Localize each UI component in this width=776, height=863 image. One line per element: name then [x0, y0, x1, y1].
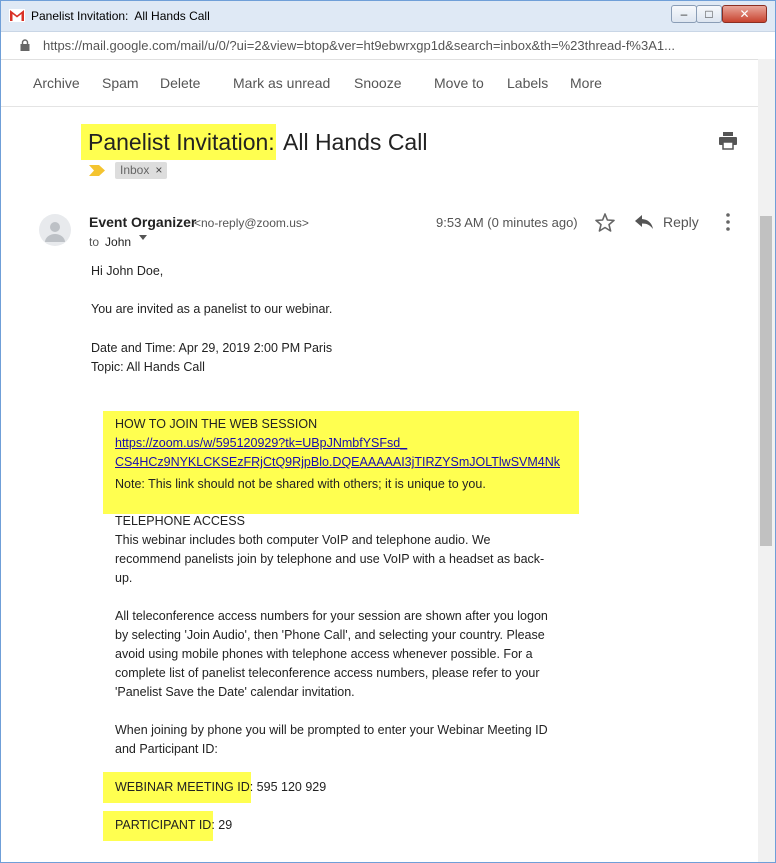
labels-button[interactable]: Labels	[507, 75, 549, 91]
maximize-button[interactable]	[696, 5, 722, 23]
phone-paragraph3-line1: When joining by phone you will be prompted to enter your Webinar Meeting ID	[115, 723, 548, 737]
topic-text: Topic: All Hands Call	[91, 360, 205, 374]
participant-id-value: 29	[214, 818, 233, 832]
sender-email: <no-reply@zoom.us>	[194, 216, 309, 230]
close-button[interactable]	[722, 5, 767, 23]
phone-paragraph2-line5: 'Panelist Save the Date' calendar invitation.	[115, 685, 355, 699]
datetime-text: Date and Time: Apr 29, 2019 2:00 PM Paris	[91, 341, 333, 355]
join-link-line2[interactable]: CS4HCz9NYKLCKSEzFRjCtQ9RjpBlo.DQEAAAAAI3jTIRZYSmJOLTlwSVM4Nk	[115, 455, 561, 469]
phone-paragraph2-line3: avoid using mobile phones with telephone access whenever possible. For a	[115, 647, 533, 661]
phone-paragraph1-line3: up.	[115, 571, 133, 585]
mark-unread-button[interactable]: Mark as unread	[233, 75, 331, 91]
avatar	[39, 214, 71, 246]
phone-heading: TELEPHONE ACCESS	[115, 514, 245, 528]
remove-label-button[interactable]: ×	[155, 163, 163, 177]
spam-button[interactable]: Spam	[102, 75, 139, 91]
meeting-id-line	[115, 778, 326, 797]
importance-marker-icon[interactable]	[89, 165, 105, 176]
maximize-icon: □	[705, 7, 713, 21]
join-note: Note: This link should not be shared with others; it is unique to you.	[115, 477, 486, 491]
url-text[interactable]: https://mail.google.com/mail/u/0/?ui=2&view=btop&ver=ht9ebwrxgp1d&search=inbox&th=%23thread-f%3A1...	[43, 38, 675, 53]
participant-id-label: PARTICIPANT ID:	[115, 818, 215, 832]
gmail-toolbar	[1, 59, 759, 107]
recipient-name: John	[105, 235, 132, 249]
window-title-part1: Panelist Invitation:	[31, 9, 129, 23]
recipient-line	[89, 235, 147, 249]
minimize-button[interactable]	[671, 5, 697, 23]
meeting-id-value: 595 120 929	[253, 780, 327, 794]
close-icon: ✕	[739, 7, 750, 21]
lock-icon	[20, 39, 30, 51]
join-heading: HOW TO JOIN THE WEB SESSION	[115, 417, 318, 431]
reply-button[interactable]: Reply	[663, 214, 699, 230]
recipient-details-caret-icon[interactable]	[139, 235, 147, 241]
address-bar[interactable]	[1, 32, 775, 60]
subject-text: All Hands Call	[283, 129, 428, 155]
star-icon[interactable]	[595, 213, 615, 232]
participant-id-line	[115, 816, 232, 835]
to-prefix: to	[89, 235, 100, 249]
reply-icon[interactable]	[635, 215, 653, 229]
join-link-line1[interactable]: https://zoom.us/w/595120929?tk=UBpJNmbfYSFsd_	[115, 436, 408, 450]
phone-paragraph2-line2: by selecting 'Join Audio', then 'Phone Call', and selecting your country. Please	[115, 628, 545, 642]
window-title-part2: All Hands Call	[134, 9, 210, 23]
gmail-logo-icon	[9, 9, 25, 22]
inbox-label-text: Inbox	[120, 163, 150, 177]
move-to-button[interactable]: Move to	[434, 75, 484, 91]
subject-highlighted-text: Panelist Invitation:	[88, 129, 275, 155]
print-icon[interactable]	[718, 132, 738, 150]
email-timestamp: 9:53 AM (0 minutes ago)	[436, 215, 578, 230]
archive-button[interactable]: Archive	[33, 75, 80, 91]
intro-text: You are invited as a panelist to our webinar.	[91, 302, 333, 316]
minimize-icon: –	[680, 7, 688, 21]
phone-paragraph1-line2: recommend panelists join by telephone and use VoIP with a headset as back-	[115, 552, 545, 566]
phone-paragraph1-line1: This webinar includes both computer VoIP and telephone audio. We	[115, 533, 491, 547]
more-options-icon[interactable]	[726, 213, 730, 231]
snooze-button[interactable]: Snooze	[354, 75, 402, 91]
window-title	[31, 9, 210, 23]
inbox-label-chip	[115, 162, 167, 179]
greeting: Hi John Doe,	[91, 264, 164, 278]
meeting-id-label: WEBINAR MEETING ID:	[115, 780, 254, 794]
phone-paragraph2-line4: complete list of panelist teleconference access numbers, please refer to your	[115, 666, 540, 680]
title-bar	[1, 1, 775, 32]
sender-name: Event Organizer	[89, 214, 197, 230]
phone-paragraph3-line2: and Participant ID:	[115, 742, 218, 756]
scrollbar-thumb[interactable]	[760, 216, 772, 546]
delete-button[interactable]: Delete	[160, 75, 201, 91]
avatar-person-icon	[39, 214, 71, 246]
more-button[interactable]: More	[570, 75, 602, 91]
phone-paragraph2-line1: All teleconference access numbers for your session are shown after you logon	[115, 609, 548, 623]
